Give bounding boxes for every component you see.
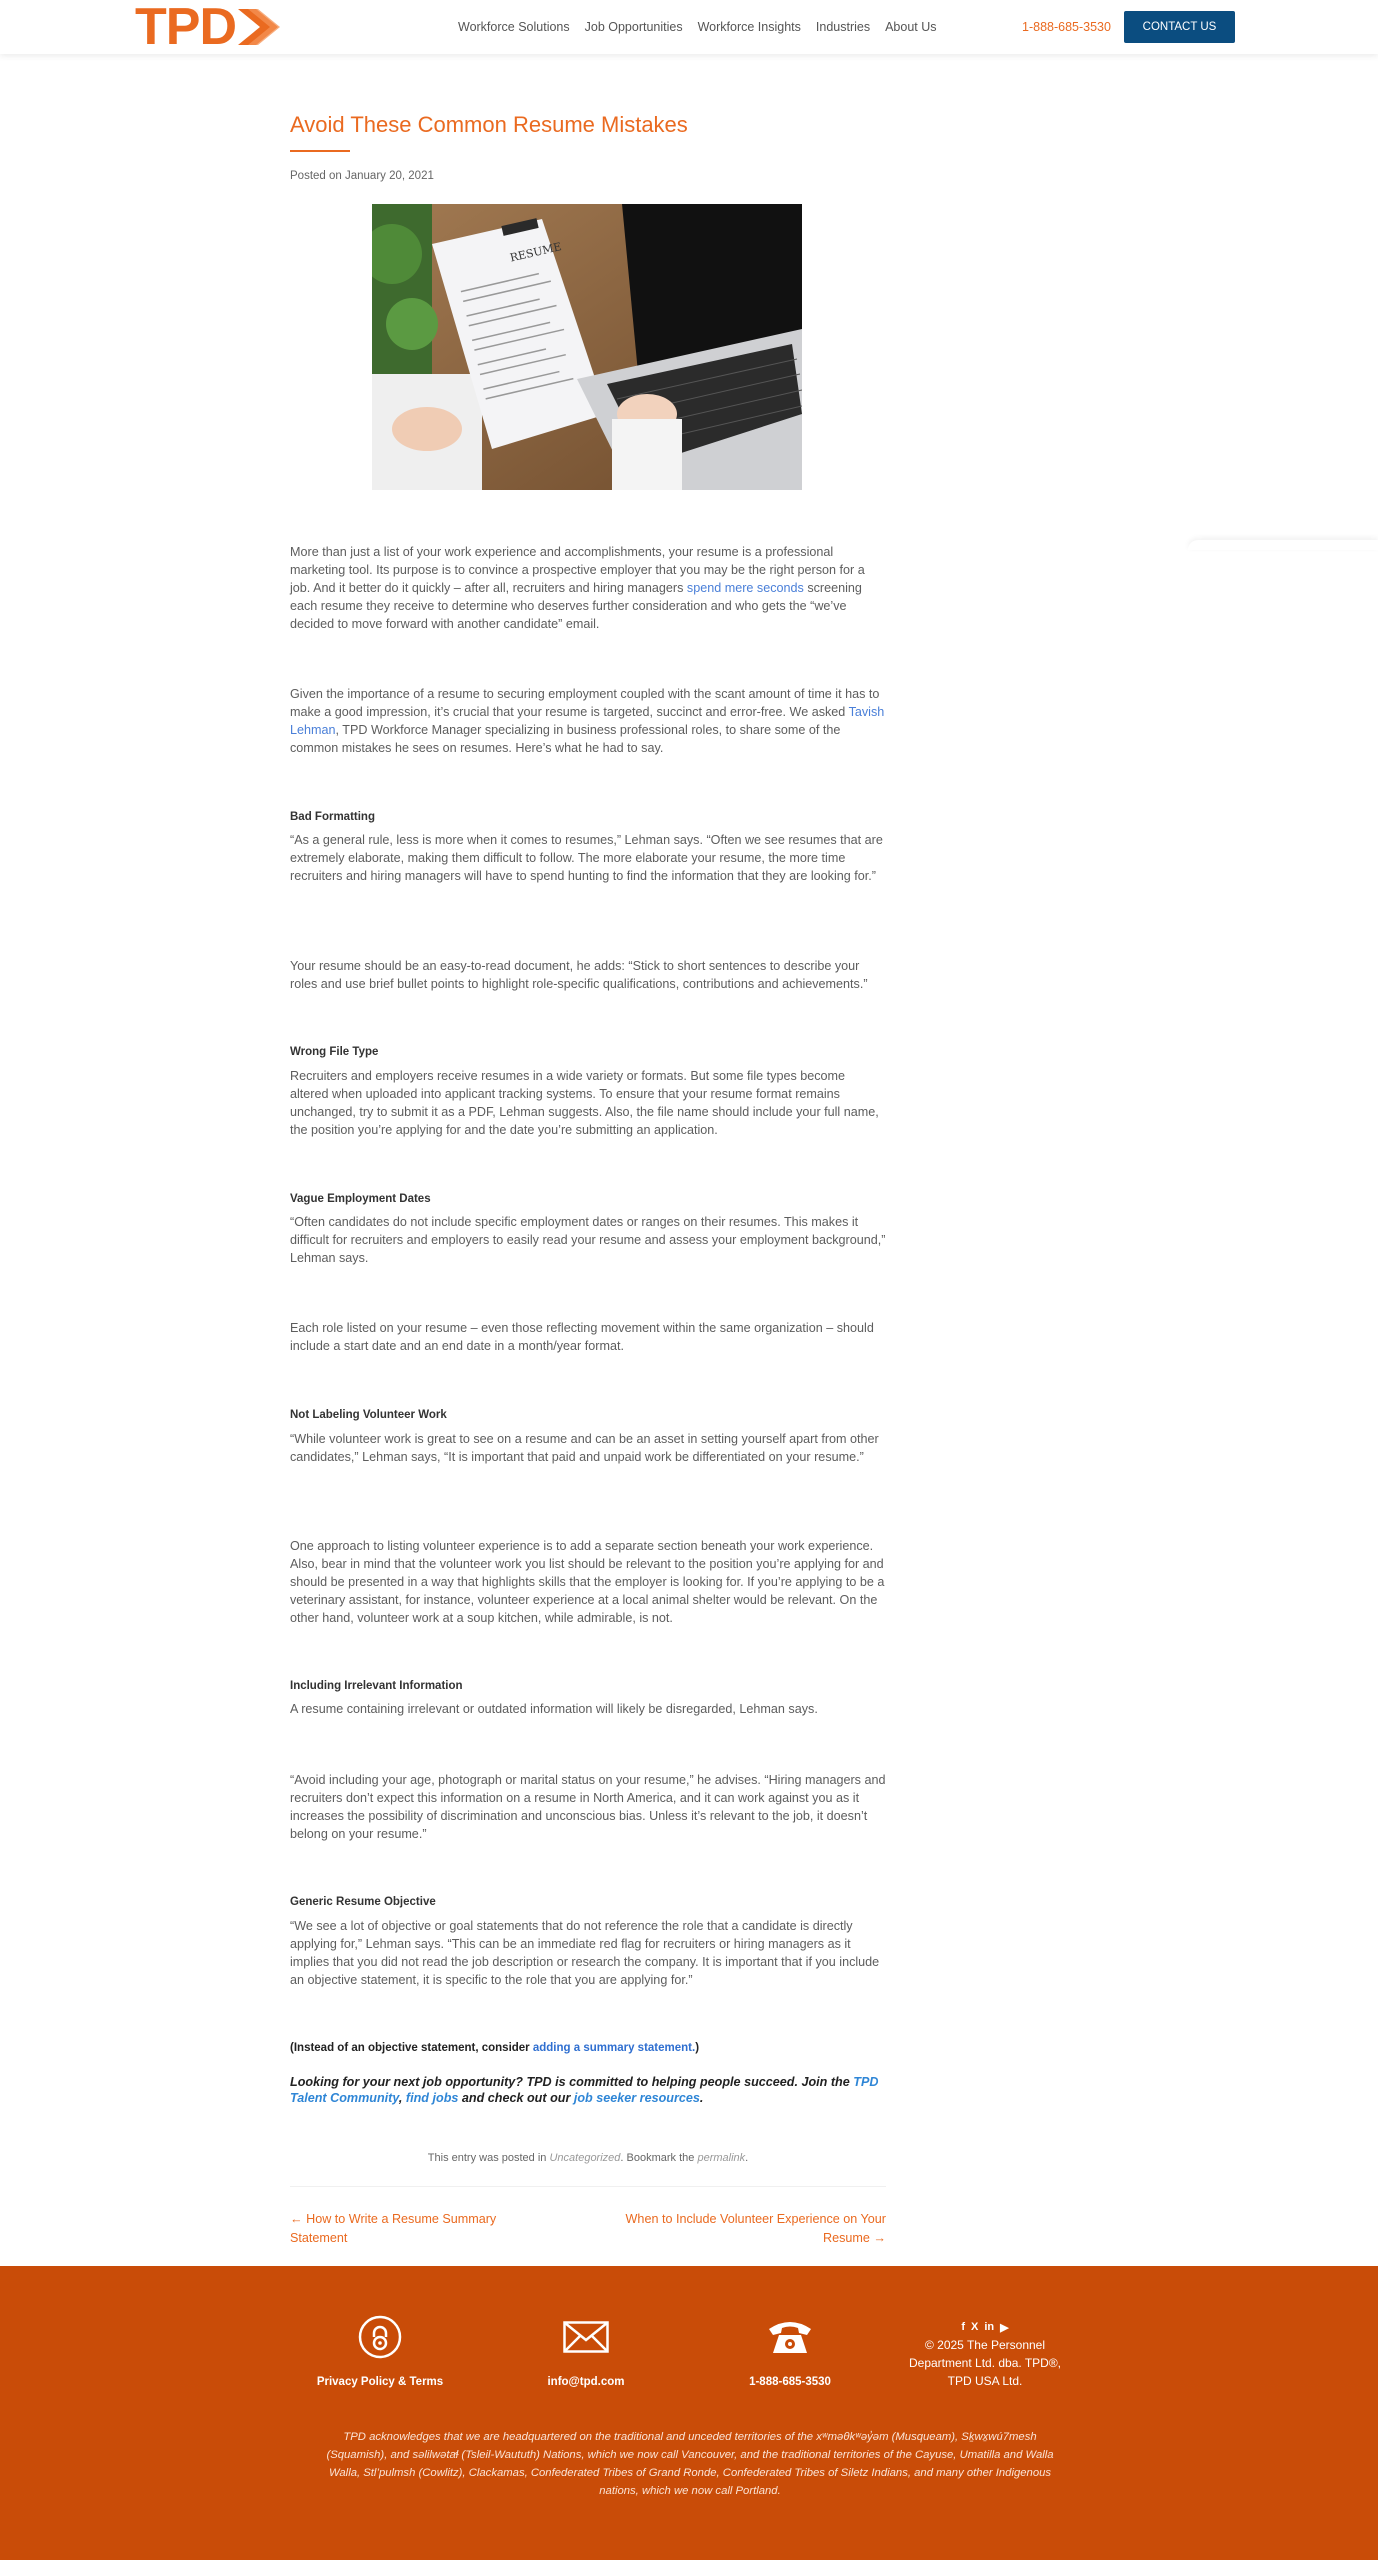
heading-generic-objective: Generic Resume Objective	[290, 1896, 436, 1908]
main-nav	[458, 18, 952, 36]
cta-period: .	[699, 2091, 704, 2105]
meta-text-b: . Bookmark the	[620, 2152, 698, 2164]
nav-workforce-insights[interactable]: Workforce Insights	[697, 20, 801, 34]
linkedin-icon[interactable]: in	[984, 2321, 995, 2333]
paragraph-vague-employment-dates: “Often candidates do not include specific employment dates or ranges on their resumes. This makes it difficult for recruiters and employers to easily read your resume and assess your employment background,” Lehman says.	[290, 1215, 886, 1265]
summary-statement-link[interactable]: adding a summary statement.	[532, 2042, 696, 2054]
paragraph-avoid-age: “Avoid including your age, photograph or marital status on your resume,” he advises. “Hiring managers and recruiters don’t expect this information on a resume in North America, and it can work against you as it increases the possibility of discrimination and unconscious bias. Unless it’s relevant to the job, it doesn’t belong on your resume.”	[290, 1773, 886, 1841]
intro-text-b: screening each resume they receive to determine who deserves further consideration and who gets the “we’ve decided to move forward with another candidate” email.	[290, 581, 862, 631]
site-footer	[0, 2266, 1378, 2560]
paragraph-each-role: Each role listed on your resume – even those reflecting movement within the same organization – should include a start date and an end date in a month/year format.	[290, 1321, 874, 1353]
lock-icon	[290, 2314, 470, 2360]
land-acknowledgement: TPD acknowledges that we are headquartered on the traditional and unceded territories of the xʷməθkʷəy̓əm (Musqueam), Sḵwx̱wú7mesh (Squamish), and səlilwətaɬ (Tsleil-Waututh) Nations, which we now call Vancouver, and the traditional territories of the Cayuse, Umatilla and Walla Walla, Stl’pulmsh (Cowlitz), Clackamas, Confederated Tribes of Grand Ronde, Confederated Tribes of Siletz Indians, and many other Indigenous nations, which we now call Portland.	[326, 2431, 1054, 2497]
paragraph-irrelevant-information: A resume containing irrelevant or outdated information will likely be disregarded, Lehman says.	[290, 1702, 818, 1716]
heading-irrelevant-information: Including Irrelevant Information	[290, 1680, 463, 1692]
intro-text-a: More than just a list of your work experience and accomplishments, your resume is a professional marketing tool. Its purpose is to convince a prospective employer that you may be the right person for a job. And it better do it quickly – after all, recruiters and hiring managers	[290, 545, 865, 595]
job-seeker-resources-link[interactable]: job seeker resources	[573, 2091, 700, 2105]
facebook-icon[interactable]: f	[961, 2321, 966, 2333]
envelope-icon	[496, 2314, 676, 2360]
nav-about-us[interactable]: About Us	[885, 20, 937, 34]
footer-social	[900, 2320, 1070, 2390]
site-header	[0, 0, 1378, 54]
heading-volunteer-work: Not Labeling Volunteer Work	[290, 1409, 447, 1421]
paragraph-wrong-file-type: Recruiters and employers receive resumes in a wide variety or formats. But some file types become altered when uploaded into applicant tracking systems. To ensure that your resume format remains unchanged, try to submit it as a PDF, Lehman suggests. Also, the file name should include your full name, the position you’re applying for and the date you’re submitting an application.	[290, 1069, 879, 1137]
note-open-paren: (	[290, 2042, 294, 2054]
nav-job-opportunities[interactable]: Job Opportunities	[584, 20, 683, 34]
paragraph-generic-objective: “We see a lot of objective or goal statements that do not reference the role that a candidate is directly applying for,” Lehman says. “This can be an immediate red flag for recruiters or hiring managers as it implies that you did not read the job description or research the company. It is important that if you include an objective statement, it is specific to the role that you are applying for.”	[290, 1919, 880, 1987]
resume-laptop-photo-icon	[372, 204, 802, 490]
previous-post-link[interactable]: ← How to Write a Resume Summary Statement	[290, 2212, 497, 2245]
heading-vague-employment-dates: Vague Employment Dates	[290, 1193, 431, 1205]
header-phone-link[interactable]: 1-888-685-3530	[1022, 20, 1111, 34]
tpd-logo[interactable]	[135, 0, 282, 56]
job-cta	[290, 2074, 886, 2106]
footer-privacy[interactable]	[290, 2314, 470, 2390]
heading-bad-formatting: Bad Formatting	[290, 811, 375, 823]
category-link[interactable]: Uncategorized	[549, 2152, 621, 2164]
side-widget-edge	[1188, 540, 1378, 550]
page-title: Avoid These Common Resume Mistakes	[290, 112, 688, 137]
divider	[290, 2186, 886, 2187]
find-jobs-link[interactable]: find jobs	[405, 2091, 459, 2105]
summary-statement-note	[290, 2040, 699, 2056]
nav-workforce-solutions[interactable]: Workforce Solutions	[458, 20, 570, 34]
copyright-text: © 2025 The Personnel Department Ltd. dba. TPD®, TPD USA Ltd.	[908, 2338, 1062, 2388]
paragraph-bad-formatting: “As a general rule, less is more when it comes to resumes,” Lehman says. “Often we see resumes that are extremely elaborate, making them difficult to follow. The more elaborate your resume, the more time recruiters and hiring managers will have to spend hunting to find the information that they are looking for.”	[290, 833, 883, 883]
x-twitter-icon[interactable]: X	[971, 2321, 979, 2333]
title-underline	[290, 150, 350, 152]
youtube-icon[interactable]: ▶	[1000, 2321, 1009, 2334]
heading-wrong-file-type: Wrong File Type	[290, 1046, 379, 1058]
logo-chevron-icon	[238, 5, 282, 49]
cta-separator: ,	[398, 2091, 406, 2105]
paragraph-volunteer-work: “While volunteer work is great to see on a resume and can be an asset in setting yourself apart from other candidates,” Lehman says, “It is important that paid and unpaid work be differentiated on your resume.”	[290, 1432, 879, 1464]
telephone-icon	[700, 2314, 880, 2360]
meta-period: .	[745, 2152, 749, 2164]
paragraph-volunteer-approach: One approach to listing volunteer experience is to add a separate section beneath your work experience. Also, bear in mind that the volunteer work you list should be relevant to the position you’re applying for and should be presented in a way that highlights skills that the employer is looking for. If you’re applying to be a veterinary assistant, for instance, volunteer experience at a local animal shelter would be relevant. On the other hand, volunteer work at a soup kitchen, while admirable, is not.	[290, 1539, 885, 1625]
hero-image-resume-laptop	[372, 204, 802, 490]
paragraph-easy-to-read: Your resume should be an easy-to-read document, he adds: “Stick to short sentences to describe your roles and use brief bullet points to highlight role-specific qualifications, contributions and achievements.”	[290, 959, 868, 991]
next-post-link[interactable]: When to Include Volunteer Experience on Your Resume →	[625, 2212, 886, 2245]
privacy-link[interactable]: Privacy Policy & Terms	[316, 2376, 444, 2388]
permalink-link[interactable]: permalink	[697, 2152, 746, 2164]
footer-phone[interactable]	[700, 2314, 880, 2390]
spend-mere-seconds-link[interactable]: spend mere seconds	[686, 581, 804, 595]
social-icons	[900, 2320, 1070, 2334]
meta-text-a: This entry was posted in	[427, 2152, 550, 2164]
phone-link[interactable]: 1-888-685-3530	[749, 2376, 831, 2388]
cta-text-b: and check out our	[458, 2091, 574, 2105]
logo-text: TPD	[135, 0, 236, 56]
note-close-paren: )	[695, 2042, 700, 2054]
footer-email[interactable]	[496, 2314, 676, 2390]
importance-text-b: , TPD Workforce Manager specializing in business professional roles, to share some of the common mistakes he sees on resumes. Here’s what he had to say.	[290, 723, 841, 755]
note-text: Instead of an objective statement, consider	[293, 2042, 533, 2054]
svg-text:RESUME: RESUME	[508, 240, 563, 265]
importance-text-a: Given the importance of a resume to securing employment coupled with the scant amount of time it has to make a good impression, it’s crucial that your resume is targeted, succinct and error-free. We asked	[290, 687, 880, 719]
cta-text-a: Looking for your next job opportunity? TPD is committed to helping people succeed. Join the	[290, 2075, 854, 2089]
talent-community-link[interactable]: TPD Talent Community	[290, 2075, 879, 2105]
email-link[interactable]: info@tpd.com	[547, 2376, 625, 2388]
article-header	[290, 110, 886, 184]
paragraph-importance	[290, 685, 886, 757]
tavish-lehman-link[interactable]: Tavish Lehman	[290, 705, 885, 737]
paragraph-intro	[290, 543, 886, 633]
nav-industries[interactable]: Industries	[815, 20, 871, 34]
post-date: Posted on January 20, 2021	[290, 170, 434, 182]
entry-meta	[290, 2150, 886, 2166]
contact-us-button[interactable]: CONTACT US	[1124, 11, 1235, 43]
